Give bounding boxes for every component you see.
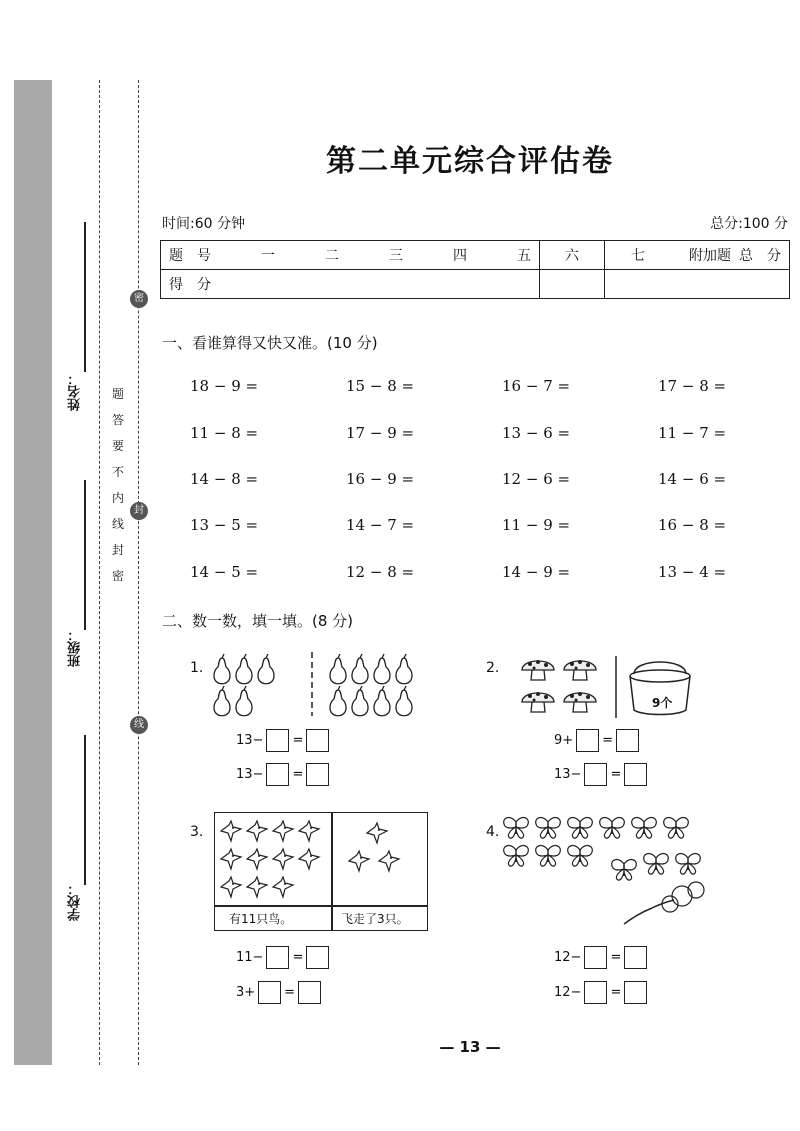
problem: 11 − 7 = [658, 424, 727, 442]
q2-basket-illustration [612, 652, 702, 722]
q4-equation-2: 12− = [554, 981, 650, 1004]
time-limit: 时间:60 分钟 [162, 216, 245, 232]
q2-equation-1: 9+ = [554, 729, 642, 752]
answer-box[interactable] [624, 763, 647, 786]
answer-box[interactable] [298, 981, 321, 1004]
answer-box[interactable] [624, 981, 647, 1004]
answer-box[interactable] [584, 763, 607, 786]
problem: 14 − 6 = [658, 470, 727, 488]
problem: 16 − 8 = [658, 516, 727, 534]
total-score: 总分:100 分 [710, 216, 788, 232]
school-write-line[interactable] [84, 735, 86, 885]
q1-equation-1: 13− = [236, 729, 332, 752]
dashed-cut-line-left [99, 80, 100, 1065]
problem: 11 − 8 = [190, 424, 259, 442]
q2-basket-label: 9个 [652, 696, 673, 710]
score-cell-6[interactable] [540, 270, 605, 299]
score-table-header-row: 题 号 一 二 三 四 五 六 七 附加题 总 分 [161, 241, 790, 270]
score-table [160, 240, 790, 299]
section1-heading: 一、看谁算得又快又准。(10 分) [162, 334, 378, 352]
problem: 12 − 6 = [502, 470, 571, 488]
answer-box[interactable] [266, 729, 289, 752]
score-cell-7-total[interactable] [605, 270, 790, 299]
q3-caption-right: 飞走了3只。 [341, 912, 409, 926]
q1-pears-illustration [212, 652, 422, 720]
problem: 12 − 8 = [346, 563, 415, 581]
name-write-line[interactable] [84, 222, 86, 372]
q3-equation-2: 3+ = [236, 981, 324, 1004]
q3-birds-left [219, 819, 329, 903]
q1-number: 1. [190, 660, 204, 676]
q3-number: 3. [190, 824, 204, 840]
dashed-cut-line-right [138, 80, 139, 1065]
seal-mark-feng: 封 [130, 502, 148, 520]
header-label: 题 号 [169, 248, 211, 264]
answer-box[interactable] [306, 729, 329, 752]
answer-box[interactable] [266, 763, 289, 786]
answer-box[interactable] [584, 946, 607, 969]
problem: 14 − 5 = [190, 563, 259, 581]
q3-birds-right [337, 819, 423, 903]
name-label: 姓名： [68, 372, 83, 411]
problem: 16 − 7 = [502, 377, 571, 395]
score-table-score-row: 得 分 [161, 270, 790, 299]
problem: 11 − 9 = [502, 516, 571, 534]
problem: 17 − 8 = [658, 377, 727, 395]
section2-heading: 二、数一数，填一填。(8 分) [162, 612, 354, 630]
q4-number: 4. [486, 824, 500, 840]
q2-mushrooms-illustration [518, 652, 608, 720]
answer-box[interactable] [584, 981, 607, 1004]
binding-gray-strip [14, 80, 52, 1065]
q2-equation-2: 13− = [554, 763, 650, 786]
answer-box[interactable] [306, 763, 329, 786]
problem: 13 − 6 = [502, 424, 571, 442]
problem: 14 − 9 = [502, 563, 571, 581]
problem: 18 − 9 = [190, 377, 259, 395]
answer-box[interactable] [258, 981, 281, 1004]
q3-caption-left: 有11只鸟。 [229, 912, 293, 926]
answer-box[interactable] [306, 946, 329, 969]
problem: 13 − 5 = [190, 516, 259, 534]
seal-instruction: 题 答 要 不 内 线 封 密 [111, 387, 124, 583]
problem: 15 − 8 = [346, 377, 415, 395]
q4-equation-1: 12− = [554, 946, 650, 969]
answer-box[interactable] [576, 729, 599, 752]
problem: 17 − 9 = [346, 424, 415, 442]
answer-box[interactable] [616, 729, 639, 752]
problem: 14 − 8 = [190, 470, 259, 488]
q1-equation-2: 13− = [236, 763, 332, 786]
seal-mark-xian: 线 [130, 716, 148, 734]
problem: 14 − 7 = [346, 516, 415, 534]
q3-birds-panel [214, 812, 428, 931]
answer-box[interactable] [624, 946, 647, 969]
q2-number: 2. [486, 660, 500, 676]
q4-butterflies-illustration [502, 812, 716, 932]
q3-equation-1: 11− = [236, 946, 332, 969]
page-title: 第二单元综合评估卷 [326, 144, 614, 179]
class-write-line[interactable] [84, 480, 86, 630]
problem: 13 − 4 = [658, 563, 727, 581]
school-label: 学校： [68, 882, 83, 921]
class-label: 班级： [68, 628, 83, 667]
page-number: — 13 — [439, 1038, 501, 1056]
answer-box[interactable] [266, 946, 289, 969]
problem: 16 − 9 = [346, 470, 415, 488]
seal-mark-mi: 密 [130, 290, 148, 308]
